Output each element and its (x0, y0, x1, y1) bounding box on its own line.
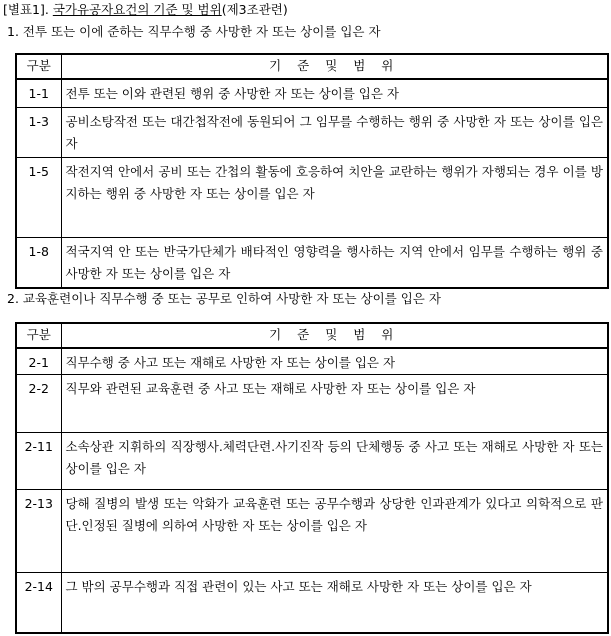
row-criteria-cell: 당해 질병의 발생 또는 악화가 교육훈련 또는 공무수행과 상당한 인과관계가 있다고 의학적으로 판단.인정된 질병에 의하여 사망한 자 또는 상이를 입은 자 (61, 490, 608, 573)
table-row (16, 433, 608, 490)
row-criteria-cell: 전투 또는 이와 관련된 행위 중 사망한 자 또는 상이를 입은 자 (61, 79, 608, 107)
row-code-cell: 2-11 (16, 433, 61, 490)
row-code-cell: 2-2 (16, 375, 61, 433)
header-code-cell: 구분 (16, 54, 61, 79)
row-criteria-cell: 직무와 관련된 교육훈련 중 사고 또는 재해로 사망한 자 또는 상이를 입은 자 (61, 375, 608, 433)
section-2-table (15, 322, 609, 634)
header-code-cell: 구분 (16, 323, 61, 348)
row-criteria-cell: 작전지역 안에서 공비 또는 간첩의 활동에 호응하여 치안을 교란하는 행위가 자행되는 경우 이를 방지하는 행위 중 사망한 자 또는 상이를 입은 자 (61, 157, 608, 237)
row-code-cell: 1-1 (16, 79, 61, 107)
row-code-cell: 2-13 (16, 490, 61, 573)
section-2-heading: 2. 교육훈련이나 직무수행 중 또는 공무로 인하여 사망한 자 또는 상이를 입은 자 (7, 291, 441, 306)
header-criteria-cell: 기 준 및 범 위 (61, 323, 608, 348)
table-row (16, 573, 608, 633)
section-1-table (15, 53, 609, 289)
table-row (16, 490, 608, 573)
table-row (16, 107, 608, 157)
table-row (16, 79, 608, 107)
row-criteria-cell: 소속상관 지휘하의 직장행사.체력단련.사기진작 등의 단체행동 중 사고 또는 재해로 사망한 자 또는 상이를 입은 자 (61, 433, 608, 490)
row-criteria-cell: 적국지역 안 또는 반국가단체가 배타적인 영향력을 행사하는 지역 안에서 임무를 수행하는 행위 중 사망한 자 또는 상이를 입은 자 (61, 237, 608, 288)
row-code-cell: 1-8 (16, 237, 61, 288)
row-code-cell: 1-5 (16, 157, 61, 237)
row-criteria-cell: 직무수행 중 사고 또는 재해로 사망한 자 또는 상이를 입은 자 (61, 348, 608, 375)
row-criteria-cell: 공비소탕작전 또는 대간첩작전에 동원되어 그 임무를 수행하는 행위 중 사망한 자 또는 상이를 입은 자 (61, 107, 608, 157)
table-header-row (16, 54, 608, 79)
table-row (16, 157, 608, 237)
title-main: 국가유공자요건의 기준 및 범위 (52, 2, 222, 17)
row-code-cell: 2-14 (16, 573, 61, 633)
title-suffix: (제3조관련) (221, 2, 288, 17)
section-1-heading: 1. 전투 또는 이에 준하는 직무수행 중 사망한 자 또는 상이를 입은 자 (7, 24, 381, 39)
table-row (16, 375, 608, 433)
table-row (16, 237, 608, 288)
row-criteria-cell: 그 밖의 공무수행과 직접 관련이 있는 사고 또는 재해로 사망한 자 또는 상이를 입은 자 (61, 573, 608, 633)
document-title (3, 4, 288, 17)
title-prefix: [별표1]. (3, 2, 53, 17)
table-header-row (16, 323, 608, 348)
table-row (16, 348, 608, 375)
row-code-cell: 1-3 (16, 107, 61, 157)
header-criteria-cell: 기 준 및 범 위 (61, 54, 608, 79)
row-code-cell: 2-1 (16, 348, 61, 375)
